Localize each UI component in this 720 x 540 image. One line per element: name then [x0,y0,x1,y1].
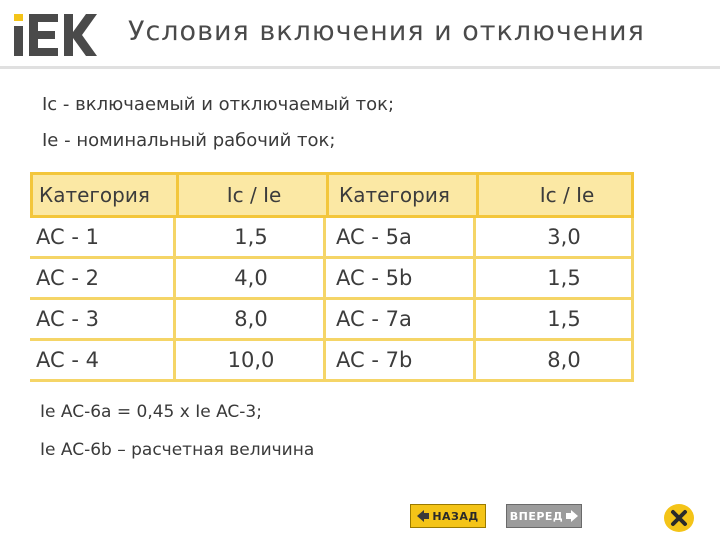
row-category-2: AC - 7a [336,307,412,331]
row-ratio-1: 8,0 [234,307,268,331]
close-icon [670,509,688,527]
row-ratio-2: 1,5 [547,266,581,290]
table-row [30,259,634,300]
iek-logo [12,12,98,58]
row-ratio-1: 4,0 [234,266,268,290]
row-ratio-2: 3,0 [547,225,581,249]
arrow-left-icon [417,510,429,522]
row-category-1: AC - 3 [36,307,99,331]
note-ac6b: Ie AC-6b – расчетная величина [40,440,315,460]
row-category-1: AC - 2 [36,266,99,290]
forward-button[interactable] [506,504,582,528]
definition-ic: Ic - включаемый и отключаемый ток; [42,94,395,115]
row-ratio-2: 8,0 [547,348,581,372]
close-button[interactable] [664,504,694,532]
header-category-1: Категория [39,183,150,207]
row-category-2: AC - 5a [336,225,412,249]
row-category-2: AC - 7b [336,348,413,372]
definition-ie: Ie - номинальный рабочий ток; [42,130,336,151]
table-row [30,300,634,341]
table-row [30,341,634,382]
row-ratio-1: 1,5 [234,225,268,249]
categories-table [30,172,634,382]
row-category-2: AC - 5b [336,266,413,290]
arrow-right-icon [566,510,578,522]
back-button[interactable] [410,504,486,528]
header-ratio-1: Ic / Ie [226,183,282,207]
row-category-1: AC - 1 [36,225,99,249]
forward-button-label: ВПЕРЕД [509,509,564,523]
table-row [30,218,634,259]
row-ratio-1: 10,0 [227,348,275,372]
title-divider [0,66,720,69]
header-category-2: Категория [339,183,450,207]
note-ac6a: Ie AC-6a = 0,45 x Ie AC-3; [40,402,262,422]
row-ratio-2: 1,5 [547,307,581,331]
table-header-row [30,172,634,218]
header-ratio-2: Ic / Ie [539,183,595,207]
page-title: Условия включения и отключения [128,16,645,47]
back-button-label: НАЗАД [432,509,479,523]
row-category-1: AC - 4 [36,348,99,372]
